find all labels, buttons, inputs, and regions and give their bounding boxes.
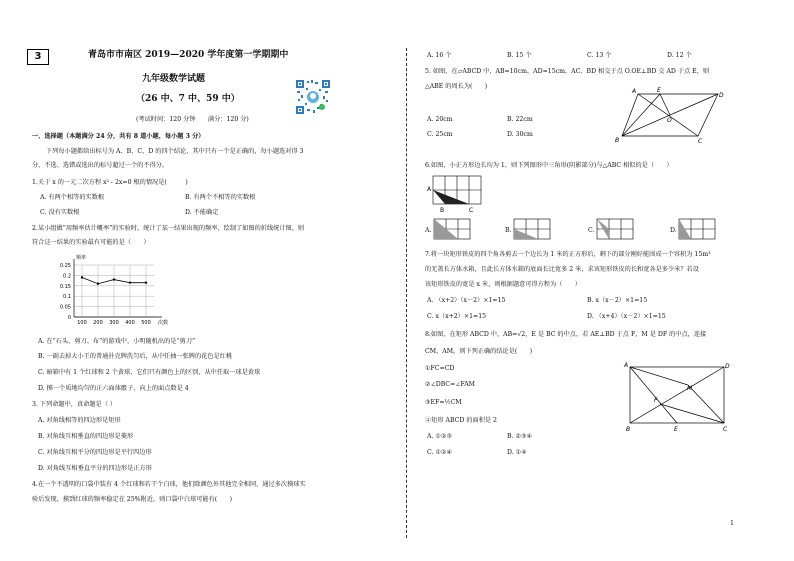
q4-option-a: A. 16 个 <box>427 52 452 59</box>
parallelogram-abcd-figure <box>610 86 728 144</box>
q1-option-c: C. 没有实数根 <box>40 209 80 216</box>
q6-option-c-label: C. <box>588 227 595 234</box>
section1-intro-line2: 分，不选、选错或选出的标号超过一个的不得分。 <box>32 162 169 169</box>
exam-title: 青岛市市南区 2019—2020 学年度第一学期期中 <box>88 50 289 60</box>
q1-option-d: D. 不能确定 <box>185 209 219 216</box>
page-number: 1 <box>730 520 734 527</box>
chart-x-tick-label: 400 <box>125 320 135 326</box>
q5-label-a: A <box>632 88 637 95</box>
chart-y-tick-label: 0.1 <box>63 294 71 301</box>
chart-x-tick-label: 300 <box>109 320 119 326</box>
section1-intro-line1: 下列每小题都给出标号为 A、B、C、D 的四个结论，其中只有一个是正确的，每小题选对得 3 <box>46 148 304 155</box>
chart-x-tick-label: 200 <box>93 320 103 326</box>
q8-label-b: B <box>626 426 631 433</box>
q5-label-d: D <box>719 92 724 99</box>
q5-option-b: B. 22cm <box>507 116 533 123</box>
chart-y-tick-label: 0.2 <box>63 273 71 280</box>
qr-code-icon <box>295 79 331 115</box>
q8-statement-4: ④矩形 ABCD 的面积是 2 <box>425 417 497 424</box>
frequency-line-chart <box>52 253 192 333</box>
q3-option-b: B. 对角线互相垂直的四边形是菱形 <box>38 433 134 440</box>
q7-option-a: A. （x+2）（x－2）×1=15 <box>427 297 506 304</box>
q8-label-f: F <box>654 397 658 404</box>
q8-option-d: D. ①④ <box>507 449 527 456</box>
q8-statement-3: ③EF=½CM <box>425 399 462 406</box>
exam-schools: （26 中、7 中、59 中） <box>136 94 240 104</box>
q6-label-c: C <box>469 207 474 214</box>
q6-option-c-figure <box>596 218 636 242</box>
q6-label-b: B <box>440 207 445 214</box>
q8-stem-line1: 8.如图，在矩形 ABCD 中，AB=√2，E 是 BC 的中点，若 AE⊥BD 于点 F，M 是 DF 的中点，连接 <box>425 331 707 338</box>
chart-data-point <box>81 276 83 278</box>
q5-label-c: C <box>698 138 703 144</box>
q6-label-a: A <box>427 186 432 193</box>
q8-option-b: B. ②③④ <box>507 433 533 440</box>
q6-option-a-label: A. <box>425 227 432 234</box>
q6-option-b-label: B. <box>505 227 512 234</box>
q5-option-d: D. 30cm <box>507 131 533 138</box>
q3-option-a: A. 对角线相等的四边形是矩形 <box>38 417 121 424</box>
q8-label-a: A <box>624 362 629 369</box>
q1-option-a: A. 有两个相等的实数根 <box>40 194 105 201</box>
q5-stem-line1: 5. 如图，在▱ABCD 中，AB=10cm，AD=15cm，AC、BD 相交于点 O.OE⊥BD 交 AD 于点 E，则 <box>425 68 710 75</box>
q7-stem-line3: 该矩形铁皮的宽是 x 米，则根据题意可得方程为（ ） <box>425 281 581 288</box>
paper-number-box: 3 <box>27 49 49 65</box>
chart-y-tick-label: 0 <box>67 315 71 321</box>
q8-label-e: E <box>674 426 678 433</box>
q6-reference-grid <box>427 174 487 214</box>
q6-option-d-label: D. <box>670 227 677 234</box>
q7-stem-line1: 7.将一块矩形铁皮的四个角各剪去一个边长为 1 米的正方形后，剩下的部分刚好能围成一个容积为 15m³ <box>425 251 711 258</box>
q3-option-d: D. 对角线互相垂直平分的四边形是正方形 <box>38 465 152 472</box>
q4-stem-line1: 4.在一个不透明的口袋中装有 4 个红球和若干个白球，他们除颜色外其他完全相同，通过多次摸球实 <box>32 481 306 488</box>
chart-x-tick-label: 500 <box>141 320 151 326</box>
q6-stem: 6.如图，小正方形边长均为 1，则下列图形中三角形(阴影部分)与△ABC 相似的是（ ） <box>425 162 673 169</box>
chart-x-axis-label: 次数 <box>158 320 169 326</box>
q4-option-d: D. 12 个 <box>667 52 692 59</box>
q7-option-c: C. x（x+2）×1=15 <box>427 313 487 320</box>
chart-data-point <box>113 278 115 280</box>
q5-label-e: E <box>657 87 661 94</box>
section1-heading: 一、选择题（本题满分 24 分，共有 8 道小题，每小题 3 分） <box>32 133 205 140</box>
rectangle-abcd-figure <box>622 361 732 433</box>
q8-statement-1: ①FC=CD <box>425 365 455 372</box>
q8-option-c: C. ①②④ <box>427 449 453 456</box>
chart-y-tick-label: 0.25 <box>59 263 71 269</box>
q8-label-c: C <box>723 426 728 433</box>
q4-option-b: B. 15 个 <box>507 52 532 59</box>
q4-option-c: C. 13 个 <box>587 52 612 59</box>
chart-data-point <box>129 281 131 283</box>
q4-stem-line2: 验后发现，摸到红球的频率稳定在 25%附近，则口袋中白球可能有( ) <box>32 496 232 503</box>
q3-stem: 3. 下列命题中，真命题是（ ） <box>32 401 117 408</box>
exam-info: (考试时间：120 分钟 满分：120 分) <box>136 116 249 123</box>
q2-stem-line2: 符合这一结果的实验最有可能的是（ ） <box>32 239 150 246</box>
q5-label-o: O <box>667 117 672 124</box>
chart-y-tick-label: 0.15 <box>59 283 71 290</box>
chart-data-point <box>145 281 147 283</box>
q7-stem-line2: 的无盖长方体水箱，且此长方体水箱的底面长比宽多 2 米，求该矩形铁皮的长和宽各是多少米？若设 <box>425 266 699 273</box>
q2-option-c: C. 暗箱中有 1 个红球和 2 个黄球，它们只有颜色上的区别，从中任取一球是黄球 <box>38 369 261 376</box>
q2-option-d: D. 掷一个质地均匀的正六面体骰子，向上的面点数是 4 <box>38 385 189 392</box>
q8-label-d: D <box>725 363 730 370</box>
q8-statement-2: ②∠DBC=∠FAM <box>425 381 476 388</box>
q6-option-b-figure <box>513 218 553 242</box>
q2-stem-line1: 2.某小组做“用频率估计概率”的实验时，统计了某一结果出现的频率，绘制了如图的折线统计图，则 <box>32 225 305 232</box>
q5-option-a: A. 20cm <box>427 116 453 123</box>
exam-subtitle: 九年级数学试题 <box>142 74 206 84</box>
q8-stem-line2: CM、AM，则下列正确的结论是( ) <box>425 348 533 355</box>
chart-y-axis-label: 频率 <box>76 255 87 261</box>
q8-option-a: A. ①②③ <box>427 433 453 440</box>
q1-stem: 1.关于 x 的一元二次方程 x² - 2x=0 根的情况是( ) <box>32 179 188 186</box>
chart-y-tick-label: 0.05 <box>59 304 71 311</box>
q8-label-m: M <box>687 385 693 392</box>
q5-label-b: B <box>615 137 620 144</box>
q5-stem-line2: △ABE 的周长为( ) <box>425 83 488 90</box>
q2-option-a: A. 在“石头、剪刀、布”的游戏中，小明随机出的是“剪刀” <box>38 338 196 345</box>
q2-option-b: B. 一副去掉大小王的普通扑克牌洗匀后，从中任抽一张牌的花色是红桃 <box>38 353 233 360</box>
chart-data-point <box>97 283 99 285</box>
q5-option-c: C. 25cm <box>427 131 453 138</box>
q7-option-b: B. x（x－2）×1=15 <box>587 297 648 304</box>
column-divider <box>406 48 407 538</box>
q3-option-c: C. 对角线互相平分的四边形是平行四边形 <box>38 449 152 456</box>
q7-option-d: D. （x+4）（x－2）×1=15 <box>587 313 666 320</box>
q6-option-a-figure <box>433 218 473 242</box>
q1-option-b: B. 有两个不相等的实数根 <box>185 194 256 201</box>
q6-option-d-figure <box>678 218 718 242</box>
chart-x-tick-label: 100 <box>77 320 87 326</box>
